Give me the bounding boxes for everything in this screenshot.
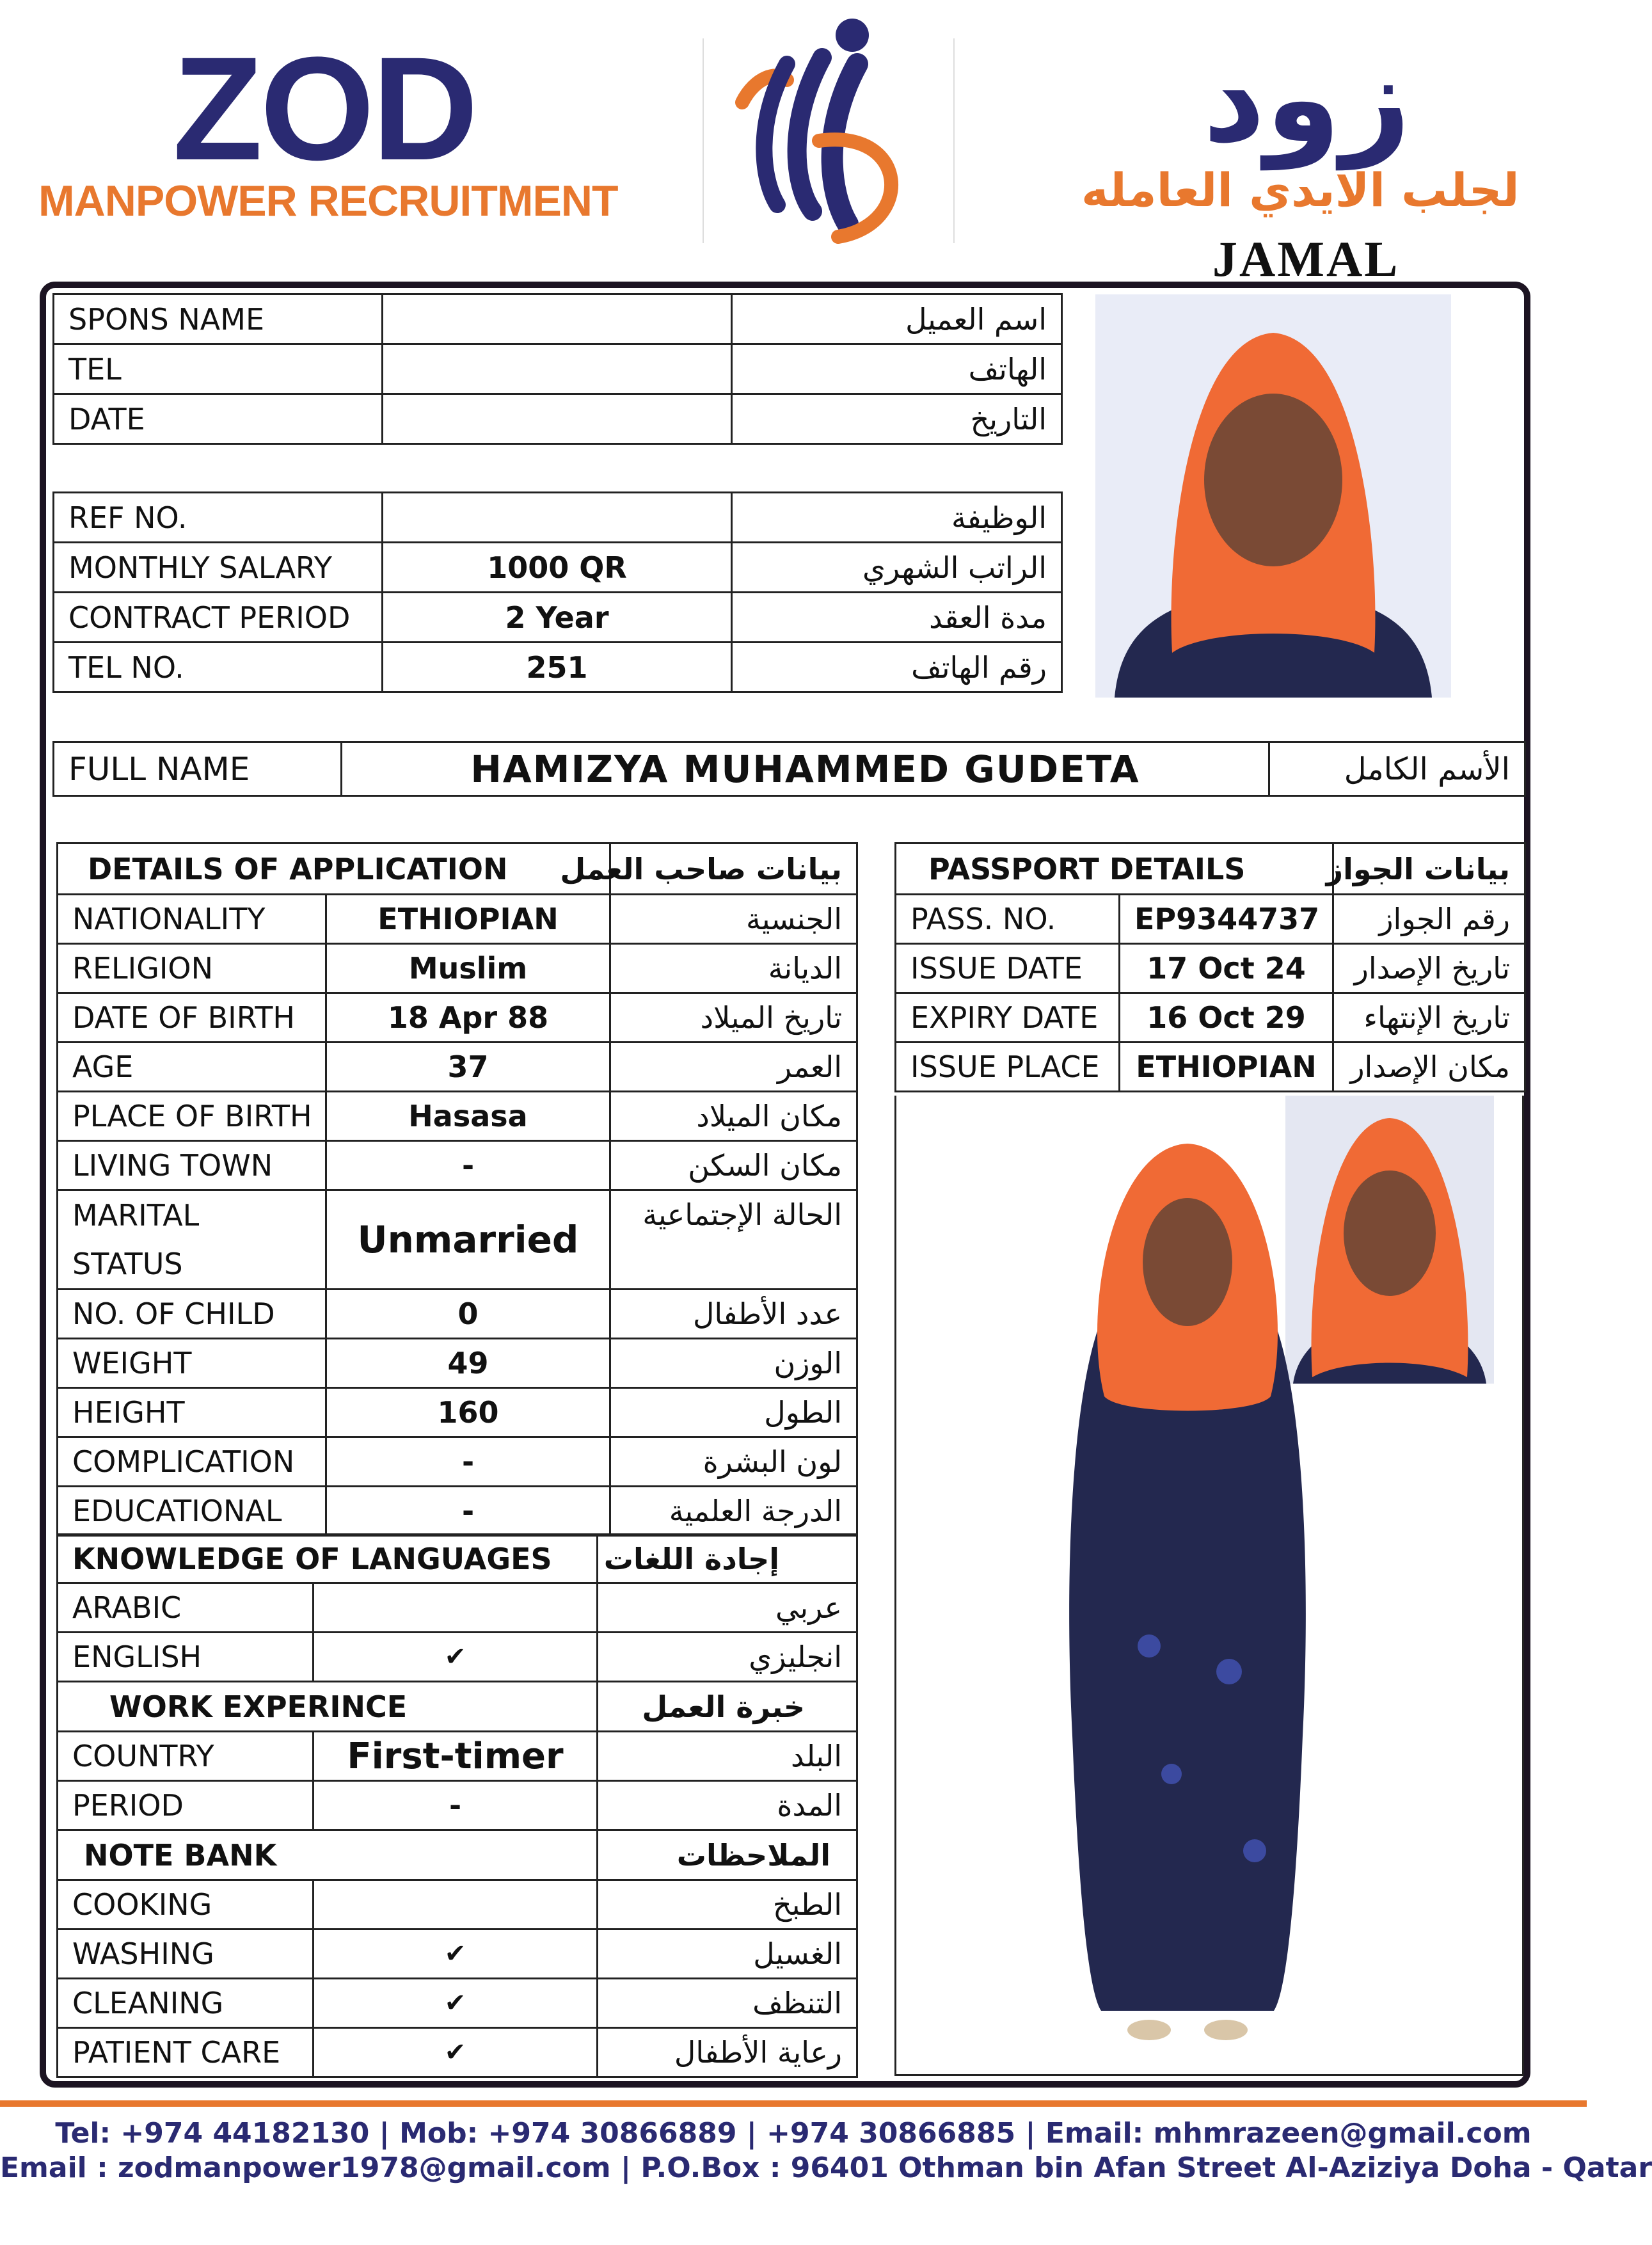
value-living-town: - bbox=[326, 1141, 610, 1190]
arabic-issue-date: تاريخ الإصدار bbox=[1333, 944, 1525, 993]
label-period: PERIOD bbox=[58, 1781, 314, 1830]
label-english: ENGLISH bbox=[58, 1633, 314, 1682]
value-marital-status: Unmarried bbox=[326, 1190, 610, 1290]
table-row bbox=[58, 1290, 857, 1339]
value-issue-place: ETHIOPIAN bbox=[1120, 1043, 1333, 1092]
table-row bbox=[58, 1092, 857, 1141]
footer-address-line: Email : zodmanpower1978@gmail.com | P.O.Box : 96401 Othman bin Afan Street Al-Aziziya Doha - Qatar bbox=[0, 2152, 1652, 2184]
arabic-full-name: الأسم الكامل bbox=[1269, 742, 1525, 796]
table-row bbox=[58, 1487, 857, 1536]
agent-name: JAMAL bbox=[1212, 231, 1400, 287]
label-expiry-date: EXPIRY DATE bbox=[896, 993, 1120, 1043]
table-row bbox=[58, 1880, 857, 1929]
brand-subtitle: MANPOWER RECRUITMENT bbox=[38, 177, 618, 225]
application-title-ar: بيانات صاحب العمل bbox=[610, 843, 857, 895]
value-educational: - bbox=[326, 1487, 610, 1536]
notes-title: NOTE BANK bbox=[58, 1830, 598, 1880]
label-height: HEIGHT bbox=[58, 1388, 326, 1437]
table-row bbox=[58, 1141, 857, 1190]
table-row bbox=[58, 1781, 857, 1830]
passport-title: PASSPORT DETAILS bbox=[896, 843, 1333, 895]
value-contract-period: 2 Year bbox=[383, 593, 732, 643]
passport-title-ar: بيانات الجواز bbox=[1333, 843, 1525, 895]
label-arabic: ARABIC bbox=[58, 1583, 314, 1633]
label-full-name: FULL NAME bbox=[54, 742, 342, 796]
arabic-height: الطول bbox=[610, 1388, 857, 1437]
experience-title-ar: خبرة العمل bbox=[598, 1682, 857, 1732]
check-washing-icon: ✔ bbox=[314, 1929, 598, 1979]
languages-title: KNOWLEDGE OF LANGUAGES bbox=[58, 1535, 598, 1583]
table-row bbox=[54, 742, 1525, 796]
skills-table bbox=[56, 1533, 858, 2078]
table-row bbox=[58, 1043, 857, 1092]
value-place-of-birth: Hasasa bbox=[326, 1092, 610, 1141]
experience-title: WORK EXPERINCE bbox=[58, 1682, 598, 1732]
arabic-monthly-salary: الراتب الشهري bbox=[732, 543, 1062, 593]
table-row bbox=[58, 1190, 857, 1290]
table-row bbox=[896, 993, 1525, 1043]
arabic-brand: زود bbox=[1203, 28, 1411, 170]
value-tel bbox=[383, 344, 732, 394]
arabic-cleaning: التنظف bbox=[598, 1979, 857, 2028]
section-header-row bbox=[58, 843, 857, 895]
value-expiry-date: 16 Oct 29 bbox=[1120, 993, 1333, 1043]
value-height: 160 bbox=[326, 1388, 610, 1437]
arabic-age: العمر bbox=[610, 1043, 857, 1092]
label-issue-date: ISSUE DATE bbox=[896, 944, 1120, 993]
table-row bbox=[54, 294, 1062, 344]
arabic-contract-period: مدة العقد bbox=[732, 593, 1062, 643]
table-row bbox=[54, 394, 1062, 444]
header-divider-right bbox=[953, 38, 955, 243]
label-washing: WASHING bbox=[58, 1929, 314, 1979]
table-row bbox=[58, 1633, 857, 1682]
label-no-of-child: NO. OF CHILD bbox=[58, 1290, 326, 1339]
label-issue-place: ISSUE PLACE bbox=[896, 1043, 1120, 1092]
table-row bbox=[58, 1929, 857, 1979]
value-pass-no: EP9344737 bbox=[1120, 895, 1333, 944]
brand-title: ZOD bbox=[173, 26, 476, 191]
label-ref-no: REF NO. bbox=[54, 493, 383, 543]
arabic-date-of-birth: تاريخ الميلاد bbox=[610, 993, 857, 1043]
section-header-row bbox=[58, 1535, 857, 1583]
table-row bbox=[896, 895, 1525, 944]
label-weight: WEIGHT bbox=[58, 1339, 326, 1388]
notes-title-ar: الملاحظات bbox=[598, 1830, 857, 1880]
arabic-place-of-birth: مكان الميلاد bbox=[610, 1092, 857, 1141]
footer-contact-line: Tel: +974 44182130 | Mob: +974 30866889 | +974 30866885 | Email: mhmrazeen@gmail.com bbox=[55, 2117, 1532, 2150]
label-spons-name: SPONS NAME bbox=[54, 294, 383, 344]
label-nationality: NATIONALITY bbox=[58, 895, 326, 944]
table-row bbox=[58, 993, 857, 1043]
arabic-pass-no: رقم الجواز bbox=[1333, 895, 1525, 944]
table-row bbox=[896, 944, 1525, 993]
section-header-row bbox=[58, 1682, 857, 1732]
arabic-period: المدة bbox=[598, 1781, 857, 1830]
arabic-no-of-child: عدد الأطفال bbox=[610, 1290, 857, 1339]
table-row bbox=[58, 1437, 857, 1487]
table-row bbox=[54, 344, 1062, 394]
value-issue-date: 17 Oct 24 bbox=[1120, 944, 1333, 993]
value-no-of-child: 0 bbox=[326, 1290, 610, 1339]
value-arabic bbox=[314, 1583, 598, 1633]
arabic-complication: لون البشرة bbox=[610, 1437, 857, 1487]
label-living-town: LIVING TOWN bbox=[58, 1141, 326, 1190]
header-divider-left bbox=[703, 38, 704, 243]
check-patient-care-icon: ✔ bbox=[314, 2028, 598, 2077]
footer-divider bbox=[0, 2100, 1587, 2107]
label-religion: RELIGION bbox=[58, 944, 326, 993]
arabic-spons-name: اسم العميل bbox=[732, 294, 1062, 344]
label-cleaning: CLEANING bbox=[58, 1979, 314, 2028]
value-period: - bbox=[314, 1781, 598, 1830]
table-row bbox=[58, 1732, 857, 1781]
label-cooking: COOKING bbox=[58, 1880, 314, 1929]
label-pass-no: PASS. NO. bbox=[896, 895, 1120, 944]
table-row bbox=[54, 493, 1062, 543]
value-cooking bbox=[314, 1880, 598, 1929]
value-country: First-timer bbox=[314, 1732, 598, 1781]
job-table bbox=[52, 491, 1063, 693]
employer-table bbox=[52, 293, 1063, 445]
label-date: DATE bbox=[54, 394, 383, 444]
label-tel-no: TEL NO. bbox=[54, 643, 383, 692]
value-religion: Muslim bbox=[326, 944, 610, 993]
full-body-photo bbox=[894, 1096, 1524, 2076]
arabic-weight: الوزن bbox=[610, 1339, 857, 1388]
arabic-subtitle: لجلب الايدي العامله bbox=[1081, 163, 1520, 217]
arabic-expiry-date: تاريخ الإنتهاء bbox=[1333, 993, 1525, 1043]
arabic-tel: الهاتف bbox=[732, 344, 1062, 394]
full-name-table bbox=[52, 741, 1526, 797]
arabic-patient-care: رعاية الأطفال bbox=[598, 2028, 857, 2077]
table-row bbox=[54, 643, 1062, 692]
value-spons-name bbox=[383, 294, 732, 344]
arabic-cooking: الطبخ bbox=[598, 1880, 857, 1929]
table-row bbox=[58, 944, 857, 993]
value-date-of-birth: 18 Apr 88 bbox=[326, 993, 610, 1043]
check-english-icon: ✔ bbox=[314, 1633, 598, 1682]
table-row bbox=[58, 1388, 857, 1437]
arabic-tel-no: رقم الهاتف bbox=[732, 643, 1062, 692]
label-educational: EDUCATIONAL bbox=[58, 1487, 326, 1536]
application-table bbox=[56, 842, 858, 1537]
arabic-date: التاريخ bbox=[732, 394, 1062, 444]
value-tel-no: 251 bbox=[383, 643, 732, 692]
value-nationality: ETHIOPIAN bbox=[326, 895, 610, 944]
label-complication: COMPLICATION bbox=[58, 1437, 326, 1487]
arabic-religion: الديانة bbox=[610, 944, 857, 993]
table-row bbox=[896, 1043, 1525, 1092]
value-full-name: HAMIZYA MUHAMMED GUDETA bbox=[342, 742, 1269, 796]
label-age: AGE bbox=[58, 1043, 326, 1092]
value-ref-no bbox=[383, 493, 732, 543]
arabic-ref-no: الوظيفة bbox=[732, 493, 1062, 543]
value-monthly-salary: 1000 QR bbox=[383, 543, 732, 593]
arabic-issue-place: مكان الإصدار bbox=[1333, 1043, 1525, 1092]
arabic-english: انجليزي bbox=[598, 1633, 857, 1682]
value-date bbox=[383, 394, 732, 444]
label-monthly-salary: MONTHLY SALARY bbox=[54, 543, 383, 593]
headshot-photo bbox=[1095, 294, 1451, 698]
languages-title-ar: إجادة اللغات bbox=[598, 1535, 857, 1583]
label-marital-status: MARITAL STATUS bbox=[58, 1190, 326, 1290]
value-complication: - bbox=[326, 1437, 610, 1487]
table-row bbox=[58, 1583, 857, 1633]
label-tel: TEL bbox=[54, 344, 383, 394]
arabic-marital-status: الحالة الإجتماعية bbox=[610, 1190, 857, 1290]
arabic-educational: الدرجة العلمية bbox=[610, 1487, 857, 1536]
section-header-row bbox=[896, 843, 1525, 895]
brand-logo-icon bbox=[717, 13, 934, 250]
table-row bbox=[58, 1979, 857, 2028]
label-patient-care: PATIENT CARE bbox=[58, 2028, 314, 2077]
application-title: DETAILS OF APPLICATION bbox=[58, 843, 610, 895]
value-weight: 49 bbox=[326, 1339, 610, 1388]
passport-table bbox=[894, 842, 1526, 1092]
check-cleaning-icon: ✔ bbox=[314, 1979, 598, 2028]
label-contract-period: CONTRACT PERIOD bbox=[54, 593, 383, 643]
table-row bbox=[58, 2028, 857, 2077]
arabic-arabic: عربي bbox=[598, 1583, 857, 1633]
table-row bbox=[58, 895, 857, 944]
label-date-of-birth: DATE OF BIRTH bbox=[58, 993, 326, 1043]
section-header-row bbox=[58, 1830, 857, 1880]
table-row bbox=[54, 593, 1062, 643]
arabic-nationality: الجنسية bbox=[610, 895, 857, 944]
arabic-washing: الغسيل bbox=[598, 1929, 857, 1979]
arabic-country: البلد bbox=[598, 1732, 857, 1781]
table-row bbox=[54, 543, 1062, 593]
table-row bbox=[58, 1339, 857, 1388]
arabic-living-town: مكان السكن bbox=[610, 1141, 857, 1190]
label-country: COUNTRY bbox=[58, 1732, 314, 1781]
label-place-of-birth: PLACE OF BIRTH bbox=[58, 1092, 326, 1141]
value-age: 37 bbox=[326, 1043, 610, 1092]
